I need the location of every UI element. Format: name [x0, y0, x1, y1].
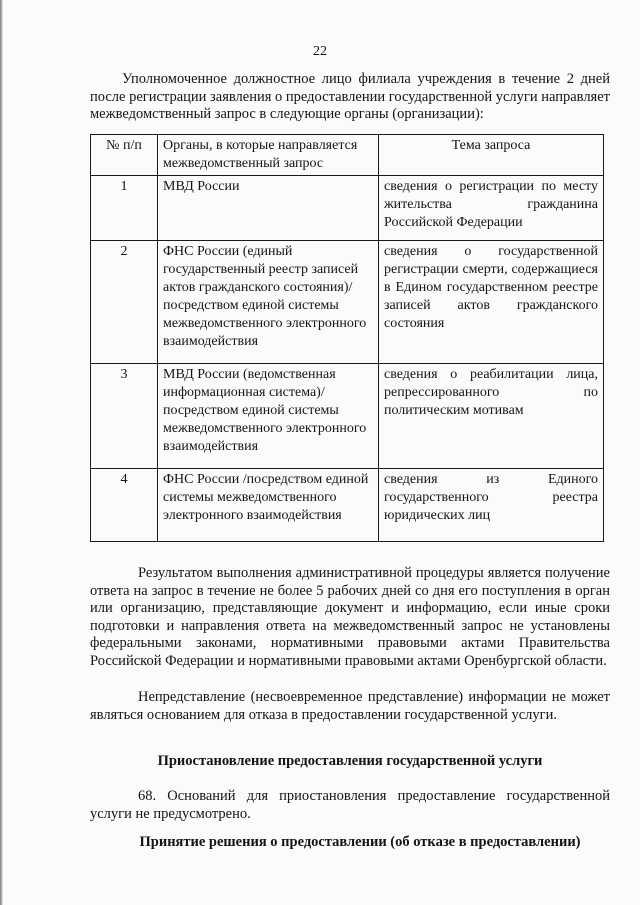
row-number: 2: [91, 241, 158, 364]
header-topic: Тема запроса: [379, 135, 604, 176]
table-row: [91, 176, 604, 241]
section-heading-decision: Принятие решения о предоставлении (об отказе в предоставлении): [139, 834, 581, 850]
row-topic: сведения о государственной регистрации смерти, содержащиеся в Едином государственном реестре записей актов гражданского состояния: [379, 241, 604, 364]
table-header-row: [91, 135, 604, 176]
table-row: [91, 469, 604, 542]
row-number: 4: [91, 469, 158, 542]
row-number: 1: [91, 176, 158, 241]
row-number: 3: [91, 364, 158, 469]
interagency-request-table: [90, 134, 604, 542]
section-heading-suspension: Приостановление предоставления государственной услуги: [157, 753, 543, 769]
row-topic: сведения из Единого государственного реестра юридических лиц: [379, 469, 604, 542]
result-paragraph: Результатом выполнения административной процедуры является получение ответа на запрос в течение не более 5 рабочих дней со дня его поступления в орган или организацию, представляющие документ и информацию, если иные сроки подготовки и направления ответа на межведомственный запрос не установлены федеральными законами, нормативными правовыми актами Правительства Российской Федерации и нормативными правовыми актами Оренбургской области.: [90, 565, 610, 669]
scan-edge: [0, 0, 3, 905]
header-organization: Органы, в которые направляется межведомственный запрос: [158, 135, 379, 176]
row-topic: сведения о реабилитации лица, репрессированного по политическим мотивам: [379, 364, 604, 469]
paragraph-68: 68. Оснований для приостановления предоставление государственной услуги не предусмотрено.: [90, 788, 610, 822]
page-number: 22: [313, 44, 327, 59]
table-row: [91, 241, 604, 364]
row-organization: ФНС России /посредством единой системы межведомственного электронного взаимодействия: [158, 469, 379, 542]
nonsubmission-paragraph: Непредставление (несвоевременное представление) информации не может являться основанием для отказа в предоставлении государственной услуги.: [90, 689, 610, 723]
row-topic: сведения о регистрации по месту жительства гражданина Российской Федерации: [379, 176, 604, 241]
row-organization: МВД России (ведомственная информационная система)/посредством единой системы межведомственного электронного взаимодействия: [158, 364, 379, 469]
table-row: [91, 364, 604, 469]
row-organization: ФНС России (единый государственный реестр записей актов гражданского состояния)/посредством единой системы межведомственного электронного взаимодействия: [158, 241, 379, 364]
intro-paragraph: Уполномоченное должностное лицо филиала учреждения в течение 2 дней после регистрации заявления о предоставлении государственной услуги направляет межведомственный запрос в следующие органы (организации):: [90, 71, 610, 122]
row-organization: МВД России: [158, 176, 379, 241]
header-number: № п/п: [91, 135, 158, 176]
